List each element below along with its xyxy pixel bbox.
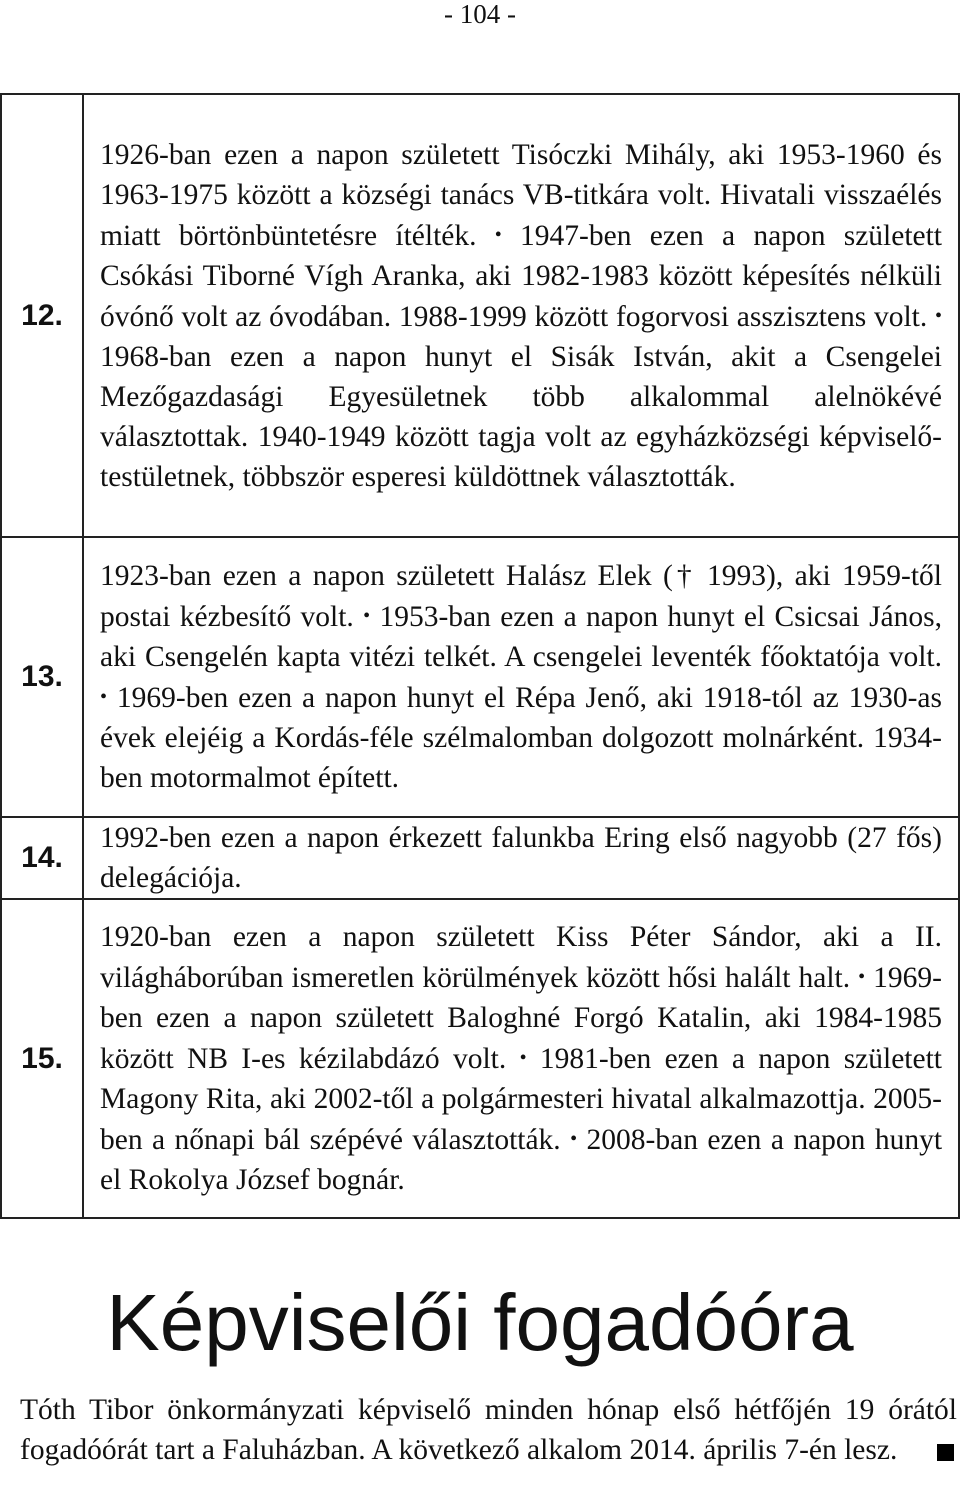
calendar-row	[1, 817, 959, 899]
bullet-icon: •	[858, 966, 866, 988]
bullet-icon: •	[570, 1128, 578, 1150]
calendar-row	[1, 537, 959, 817]
bullet-icon: •	[100, 686, 108, 708]
entry-text	[83, 817, 959, 899]
entry-segment: 1992-ben ezen a napon érkezett falunkba Ering első nagyobb (27 fős) delegációja.	[100, 822, 942, 894]
day-number: 14.	[1, 817, 83, 899]
entry-segment: 1923-ban ezen a napon született Halász Elek († 1993), aki 1959-től postai kézbesítő volt.	[100, 560, 942, 633]
entry-segment: 1926-ban ezen a napon született Tisóczki Mihály, aki 1953-1960 és 1963-1975 között a községi tanács VB-titkára volt. Hivatali visszaélés miatt börtönbüntetésre ítélték.	[100, 138, 942, 252]
entry-segment: 1969-ben ezen a napon hunyt el Répa Jenő, aki 1918-tól az 1930-as évek elejéig a Kordás-féle szélmalomban dolgozott molnárként. 1934-ben motormalmot épített.	[100, 682, 943, 794]
bullet-icon: •	[363, 605, 371, 627]
entry-text	[83, 537, 959, 817]
end-square-icon	[937, 1444, 954, 1461]
entry-segment: 1981-ben ezen a napon született Magony Rita, aki 2002-től a polgármesteri hivatal alkalmazottja. 2005-ben a nőnapi bál szépévé választották.	[100, 1043, 942, 1156]
bullet-icon: •	[934, 304, 942, 327]
calendar-row	[1, 899, 959, 1218]
notice-heading: Képviselői fogadóóra	[106, 1278, 854, 1367]
page-number: - 104 -	[444, 0, 516, 29]
notice-paragraph	[20, 1390, 957, 1470]
entry-segment: 1968-ban ezen a napon hunyt el Sisák István, akit a Csengelei Mezőgazdasági Egyesületnek több alkalommal alelnökévé választottak. 1940-1949 között tagja volt az egyházközségi képviselő-testületnek, többször esperesi küldöttnek választották.	[100, 340, 942, 493]
entry-segment: 1969-ben ezen a napon született Baloghné Forgó Katalin, aki 1984-1985 között NB I-es kézilabdázó volt.	[100, 962, 942, 1075]
entry-segment: 1953-ban ezen a napon hunyt el Csicsai János, aki Csengelén kapta vitézi telkét. A csengelei leventék főoktatója volt.	[100, 601, 943, 673]
entry-segment: 1947-ben ezen a napon született Csókási Tiborné Vígh Aranka, aki 1982-1983 között képesítés nélküli óvónő volt az óvodában. 1988-1999 között fogorvosi asszisztens volt.	[100, 219, 943, 333]
entry-text	[83, 899, 959, 1218]
bullet-icon: •	[519, 1047, 527, 1069]
day-number: 13.	[1, 537, 83, 817]
calendar-row	[1, 94, 959, 537]
notice-text: Tóth Tibor önkormányzati képviselő minden hónap első hétfőjén 19 órától fogadóórát tart a Faluházban. A következő alkalom 2014. április 7-én lesz.	[20, 1394, 957, 1466]
entry-segment: 2008-ban ezen a napon hunyt el Rokolya József bognár.	[100, 1124, 943, 1196]
day-number: 12.	[1, 94, 83, 537]
day-number: 15.	[1, 899, 83, 1218]
entry-text	[83, 94, 959, 537]
calendar-table	[0, 93, 960, 1219]
entry-segment: 1920-ban ezen a napon született Kiss Péter Sándor, aki a II. világháborúban ismeretlen körülmények között hősi halált halt.	[100, 921, 942, 994]
bullet-icon: •	[494, 223, 502, 246]
